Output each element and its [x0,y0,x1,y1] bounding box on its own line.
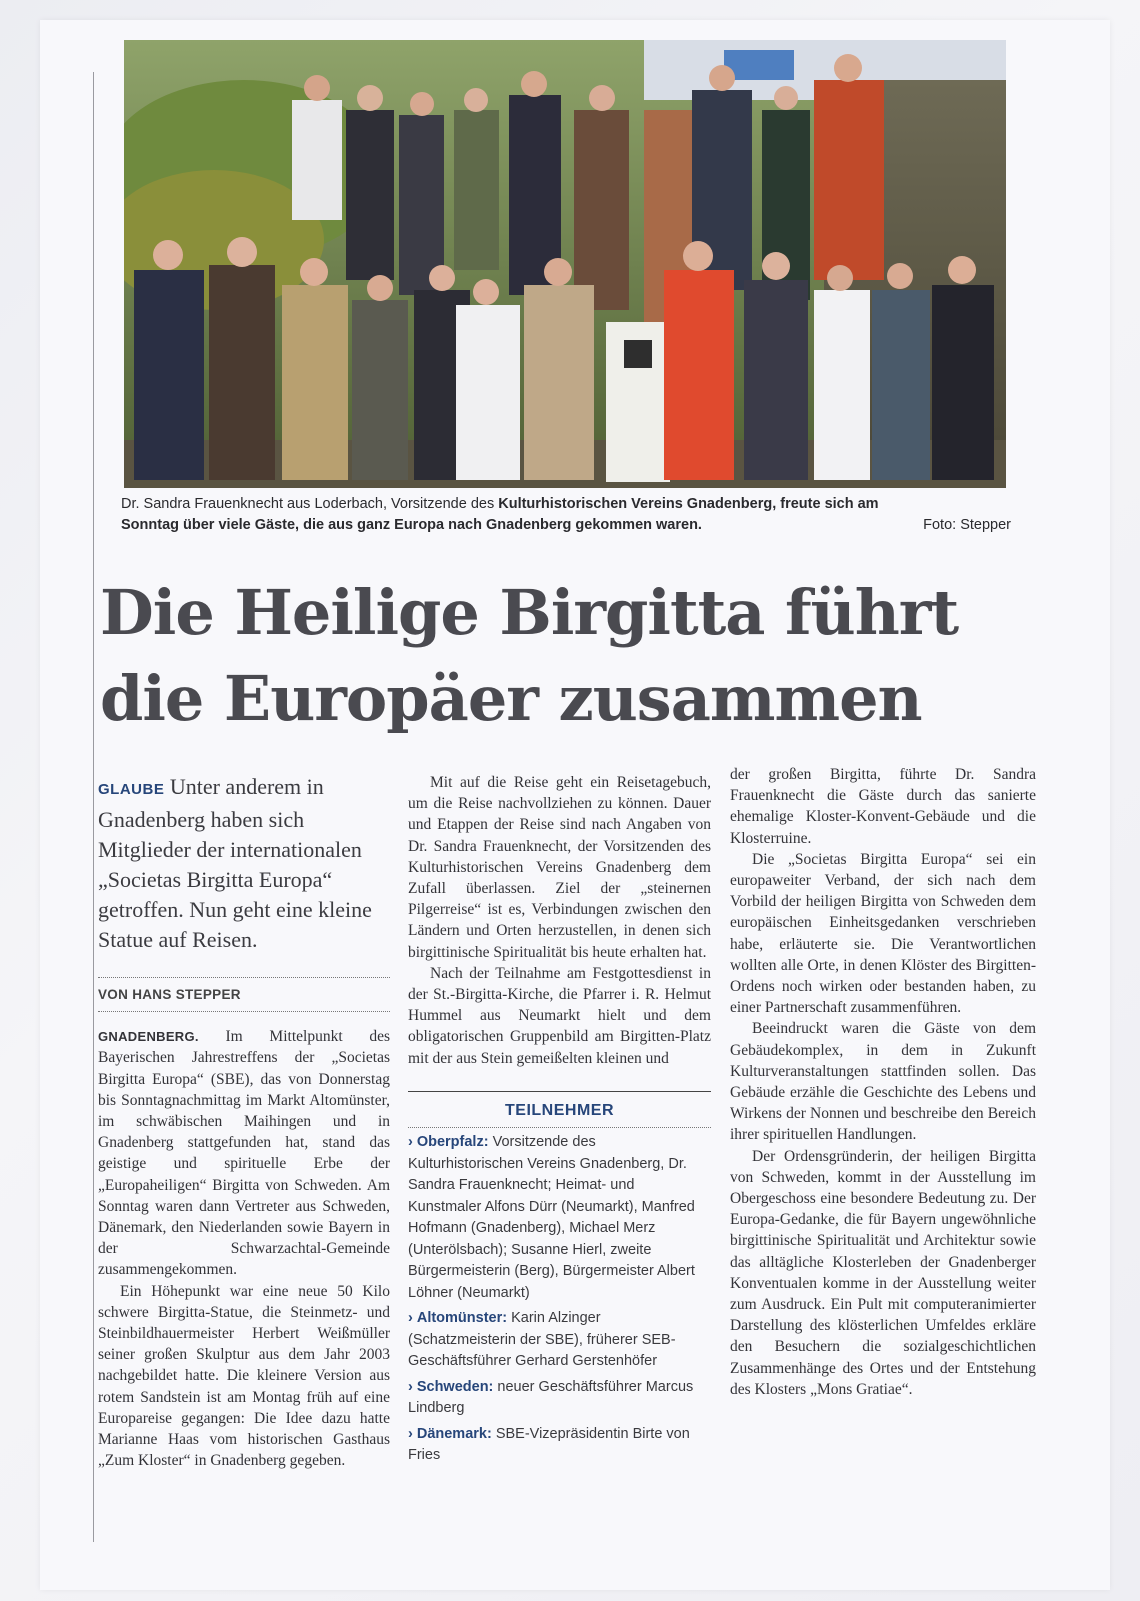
participants-box [408,1091,711,1467]
participant-item-oberpfalz: › Oberpfalz: Vorsitzende des Kulturhistorischen Vereins Gnadenberg, Dr. Sandra Frauenknecht; Heimat- und Kunstmaler Alfons Dürr (Neumarkt), Manfred Hofmann (Gnadenberg), Michael Merz (Unterölsbach); Susanne Hierl, zweite Bürgermeisterin (Berg), Bürgermeister Albert Löhner (Neumarkt) [408,1134,695,1301]
chevron-right-icon: › [408,1378,413,1395]
byline: VON HANS STEPPER [98,977,390,1012]
article-paragraph-5: der großen Birgitta, führte Dr. Sandra Frauenknecht die Gäste durch das sanierte ehemalige Kloster-Konvent-Gebäude und die Klosterruine. [730,766,1036,847]
photo-credit: Foto: Stepper [923,517,1011,533]
headline-line1: Die Heilige Birgitta führt [100,576,959,649]
caption-part2: Kulturhistorischen Vereins Gnadenberg, freute sich am [498,496,879,512]
teaser-kicker: GLAUBE [98,781,165,798]
article-paragraph-4: Nach der Teilnahme am Festgottesdienst in der St.-Birgitta-Kirche, die Pfarrer i. R. Helmut Hummel aus Neumarkt hielt und dem obligatorischen Gruppenbild am Birgitten-Platz mit der aus Stein gemeißelten kleinen und [408,964,711,1067]
caption-part1: Dr. Sandra Frauenknecht aus Loderbach, Vorsitzende des [121,496,495,512]
margin-rule [93,72,94,1542]
article-column-1 [98,772,390,1471]
article-paragraph-6: Die „Societas Birgitta Europa“ sei ein europaweiter Verband, der sich nach dem Vorbild der heiligen Birgitta von Schweden dem europäischen Einheitsgedanken verschrieben habe, erläuterte sie. Die Verantwortlichen wollten alle Orte, in denen Klöster des Birgitten-Ordens noch wirken oder bestanden haben, zu einer Partnerschaft zusammenführen. [730,850,1036,1017]
dateline: GNADENBERG. [98,1029,199,1045]
chevron-right-icon: › [408,1310,413,1327]
article-paragraph-2: Ein Höhepunkt war eine neue 50 Kilo schwere Birgitta-Statue, die Steinmetz- und Steinbildhauermeister Herbert Weißmüller seiner großen Skulptur aus dem Jahr 2003 nachgebildet hatte. Die kleinere Version aus rotem Sandstein ist am Montag früh auf eine Europareise gegangen: Die Idee dazu hatte Marianne Haas vom historischen Gasthaus „Zum Kloster“ in Gnadenberg gegeben. [98,1282,390,1470]
article-column-2 [408,772,711,1467]
teaser [98,772,390,955]
article-paragraph-8: Der Ordensgründerin, der heiligen Birgitta von Schweden, kommt in der Ausstellung im Obergeschoss eine besondere Bedeutung zu. Der Europa-Gedanke, die für Bayern ungewöhnliche birgittinische Spiritualität und Architektur sowie das alltägliche Klosterleben der Gnadenberger Konventualen komme in der Ausstellung weiter zum Ausdruck. Ein Pult mit computeranimierter Darstellung des klösterlichen Umfeldes erkläre den Besuchern die sozialgeschichtlichen Zusammenhänge des Ortes und der Entstehung des Klosters „Mons Gratiae“. [730,1147,1036,1398]
headline-line2: die Europäer zusammen [100,662,922,735]
chevron-right-icon: › [408,1134,413,1151]
article-paragraph-3: Mit auf die Reise geht ein Reisetagebuch, um die Reise nachvollziehen zu können. Dauer und Etappen der Reise sind nach Angaben von Dr. Sandra Frauenknecht, der Vorsitzenden des Kulturhistorischen Vereins Gnadenberg dem Zufall überlassen. Ziel der „steinernen Pilgerreise“ ist es, Verbindungen zwischen den Ländern und Orten herzustellen, in denen sich birgittinische Spiritualität bis heute erhalten hat. [408,774,711,961]
chevron-right-icon: › [408,1425,413,1442]
headline [100,570,1030,742]
participant-item-altomuenster: › Altomünster: Karin Alzinger (Schatzmeisterin der SBE), früherer SEB-Geschäftsführer Gerhard Gerstenhöfer [408,1310,676,1370]
caption-part3: Sonntag über viele Gäste, die aus ganz Europa nach Gnadenberg gekommen waren. [121,517,702,533]
participant-item-daenemark: › Dänemark: SBE-Vizepräsidentin Birte von Fries [408,1425,690,1464]
article-paragraph-7: Beeindruckt waren die Gäste von dem Gebäudekomplex, in dem in Zukunft Kulturveranstaltungen stattfinden sollen. Das Gebäude erzähle die Geschichte des Lebens und Wirkens der Nonnen und beschreibe den Bereich ihrer spirituellen Handlungen. [730,1020,1036,1144]
photo-caption [121,494,1011,536]
participants-title: TEILNEHMER [408,1092,711,1128]
article-column-3 [730,764,1036,1400]
teaser-text: Unter anderem in Gnadenberg haben sich Mitglieder der internationalen „Societas Birgitta Europa“ getroffen. Nun geht eine kleine Statue auf Reisen. [98,774,372,952]
participant-item-schweden: › Schweden: neuer Geschäftsführer Marcus Lindberg [408,1378,694,1417]
article-paragraph-1: GNADENBERG. Im Mittelpunkt des Bayerischen Jahrestreffens der „Societas Birgitta Europa“ (SBE), das von Donnerstag bis Sonntagnachmittag im Markt Altomünster, im schwäbischen Maihingen und in Gnadenberg stattgefunden hat, stand das geistige und spirituelle Erbe der „Europaheiligen“ Birgitta von Schweden. Am Sonntag waren dann Vertreter aus Schweden, Dänemark, den Niederlanden sowie Bayern in der Schwarzachtal-Gemeinde zusammengekommen. [98,1028,390,1279]
group-photo [124,40,1006,488]
